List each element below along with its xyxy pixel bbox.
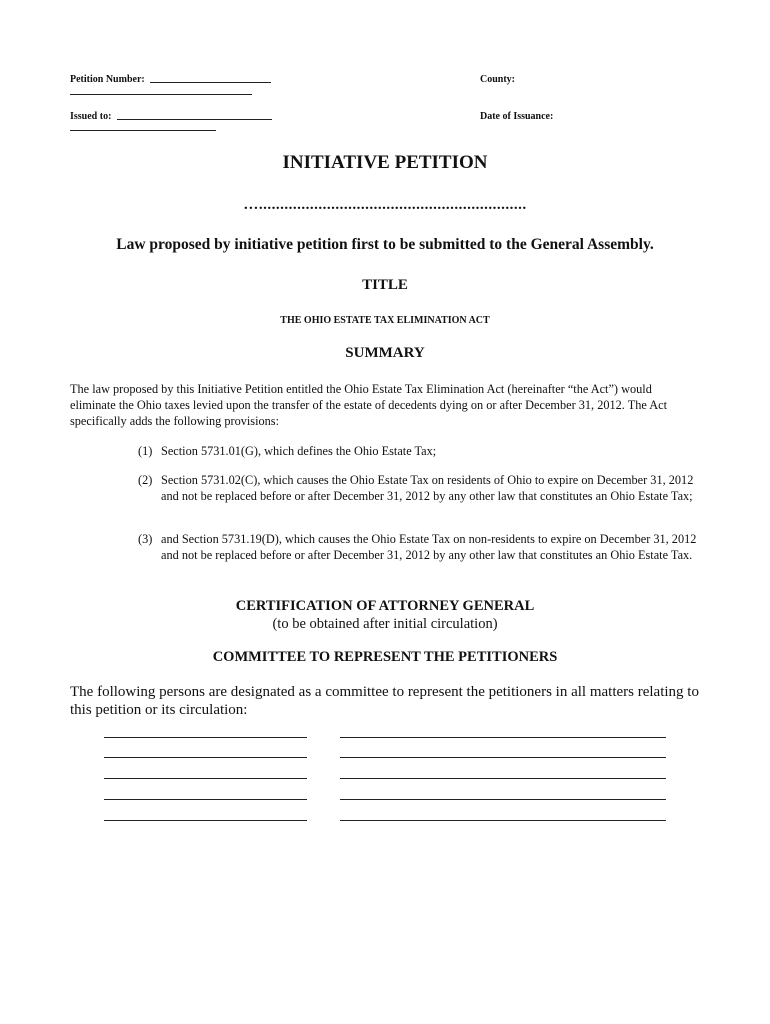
summary-paragraph: The law proposed by this Initiative Petition entitled the Ohio Estate Tax Elimination Act (hereinafter “the Act”) would eliminate the Ohio taxes levied upon the transfer of the estate of decedents dying on or after December 31, 2012. The Act specifically adds the following provisions: xyxy=(70,382,667,428)
provision-text: Section 5731.02(C), which causes the Ohio Estate Tax on residents of Ohio to expire on December 31, 2012 and not be replaced before or after December 31, 2012 by any other law that constitutes an Ohio Estate Tax; xyxy=(161,473,694,503)
title-heading: TITLE xyxy=(362,277,408,293)
committee-address-line[interactable] xyxy=(340,757,666,758)
provision-number: (1) xyxy=(138,444,153,458)
committee-heading: COMMITTEE TO REPRESENT THE PETITIONERS xyxy=(212,649,558,665)
issued-to-field[interactable] xyxy=(117,119,272,120)
provision-text: and Section 5731.19(D), which causes the Ohio Estate Tax on non-residents to expire on December 31, 2012 and not be replaced before or after December 31, 2012 by any other law that constitutes an Ohio Estate Tax. xyxy=(161,532,697,562)
provision-number: (2) xyxy=(138,473,153,487)
dotted-separator: …............................................................... xyxy=(243,197,527,213)
issued-to-field-line2[interactable] xyxy=(70,130,216,131)
provision-number: (3) xyxy=(138,532,153,546)
page-title: INITIATIVE PETITION xyxy=(282,152,488,173)
provision-item xyxy=(138,531,698,563)
committee-address-line[interactable] xyxy=(340,778,666,779)
committee-name-line[interactable] xyxy=(104,799,307,800)
petition-number-field[interactable] xyxy=(150,82,271,83)
certification-heading: CERTIFICATION OF ATTORNEY GENERAL xyxy=(235,598,535,614)
committee-name-line[interactable] xyxy=(104,737,307,738)
date-of-issuance-label: Date of Issuance: xyxy=(480,111,554,122)
county-label: County: xyxy=(480,74,516,85)
provision-item xyxy=(138,443,698,459)
committee-name-line[interactable] xyxy=(104,757,307,758)
certification-note: (to be obtained after initial circulation) xyxy=(272,616,498,632)
summary-heading: SUMMARY xyxy=(345,345,425,361)
committee-name-line[interactable] xyxy=(104,778,307,779)
provision-item xyxy=(138,472,698,504)
committee-address-line[interactable] xyxy=(340,737,666,738)
committee-address-line[interactable] xyxy=(340,799,666,800)
committee-address-line[interactable] xyxy=(340,820,666,821)
law-statement: Law proposed by initiative petition first to be submitted to the General Assembly. xyxy=(116,236,654,253)
provision-text: Section 5731.01(G), which defines the Ohio Estate Tax; xyxy=(161,444,437,458)
act-name: THE OHIO ESTATE TAX ELIMINATION ACT xyxy=(280,315,490,326)
petition-number-label: Petition Number: xyxy=(70,74,145,85)
issued-to-label: Issued to: xyxy=(70,111,112,122)
committee-name-line[interactable] xyxy=(104,820,307,821)
committee-paragraph: The following persons are designated as a committee to represent the petitioners in all matters relating to this petition or its circulation: xyxy=(70,684,699,718)
petition-number-field-line2[interactable] xyxy=(70,94,252,95)
